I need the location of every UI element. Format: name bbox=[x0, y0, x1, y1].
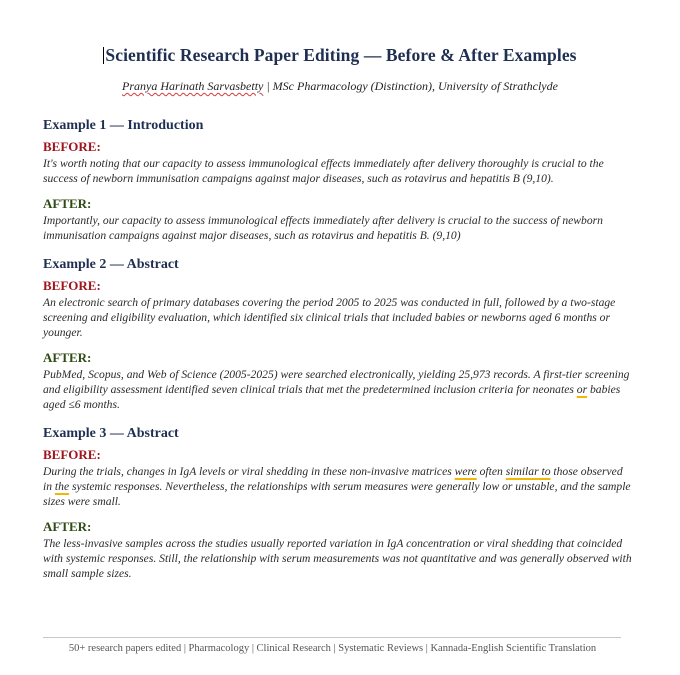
before-label: BEFORE: bbox=[43, 447, 101, 462]
before-paragraph bbox=[43, 464, 633, 509]
grammar-highlight[interactable]: similar to bbox=[505, 465, 551, 478]
example-section bbox=[43, 118, 633, 243]
author-details: | MSc Pharmacology (Distinction), University of Strathclyde bbox=[263, 79, 558, 93]
document-body bbox=[43, 118, 633, 581]
example-section bbox=[43, 257, 633, 412]
after-label: AFTER: bbox=[43, 519, 92, 534]
before-text-segment: often bbox=[476, 465, 506, 478]
example-heading: Example 3 — Abstract bbox=[43, 426, 179, 441]
before-text-segment: During the trials, changes in IgA levels or viral shedding in these non-invasive matrices bbox=[43, 465, 455, 478]
after-paragraph bbox=[43, 367, 633, 412]
before-label: BEFORE: bbox=[43, 278, 101, 293]
grammar-highlight[interactable]: were bbox=[454, 465, 477, 478]
after-text-segment: babies aged ≤6 months. bbox=[43, 383, 621, 411]
example-heading: Example 1 — Introduction bbox=[43, 118, 204, 133]
footer-divider bbox=[43, 637, 621, 638]
before-text-segment: those observed in bbox=[43, 465, 623, 493]
before-text-segment: systemic responses. Nevertheless, the relationships with serum measures were generally low or unstable, and the sample sizes were small. bbox=[43, 480, 631, 508]
document-title-text: Scientific Research Paper Editing — Before & After Examples bbox=[105, 45, 577, 65]
author-name: Pranya Harinath Sarvasbetty bbox=[122, 79, 264, 93]
after-label: AFTER: bbox=[43, 350, 92, 365]
author-byline bbox=[0, 79, 680, 94]
before-label: BEFORE: bbox=[43, 139, 101, 154]
grammar-highlight[interactable]: or bbox=[576, 383, 588, 396]
example-heading: Example 2 — Abstract bbox=[43, 257, 179, 272]
after-paragraph: The less-invasive samples across the studies usually reported variation in IgA concentration or viral shedding that coincided with systemic responses. Still, the relationship with serum measurements was not quantitative and was generally observed with small sample sizes. bbox=[43, 537, 632, 580]
example-section bbox=[43, 426, 633, 581]
after-paragraph: Importantly, our capacity to assess immunological effects immediately after delivery is crucial to the success of newborn immunisation campaigns against major diseases, such as rotavirus and hepatitis B. (9,10) bbox=[43, 214, 603, 242]
after-label: AFTER: bbox=[43, 196, 92, 211]
after-text-segment: PubMed, Scopus, and Web of Science (2005-2025) were searched electronically, yielding 25,973 records. A first-tier screening and eligibility assessment identified seven clinical trials that met the predetermined inclusion criteria for neonates bbox=[43, 368, 630, 396]
footer-text: 50+ research papers edited | Pharmacology | Clinical Research | Systematic Reviews | Kannada-English Scientific Translation bbox=[68, 643, 597, 654]
grammar-highlight[interactable]: the bbox=[54, 480, 70, 493]
before-paragraph: An electronic search of primary databases covering the period 2005 to 2025 was conducted in full, followed by a two-stage screening and eligibility evaluation, which identified six clinical trials that included babies or newborns aged 6 months or younger. bbox=[43, 296, 616, 339]
document-title bbox=[0, 45, 680, 66]
before-paragraph: It's worth noting that our capacity to assess immunological effects immediately after delivery thoroughly is crucial to the success of newborn immunisation campaigns against major diseases, such as rotavirus and hepatitis B (9,10). bbox=[43, 157, 604, 185]
